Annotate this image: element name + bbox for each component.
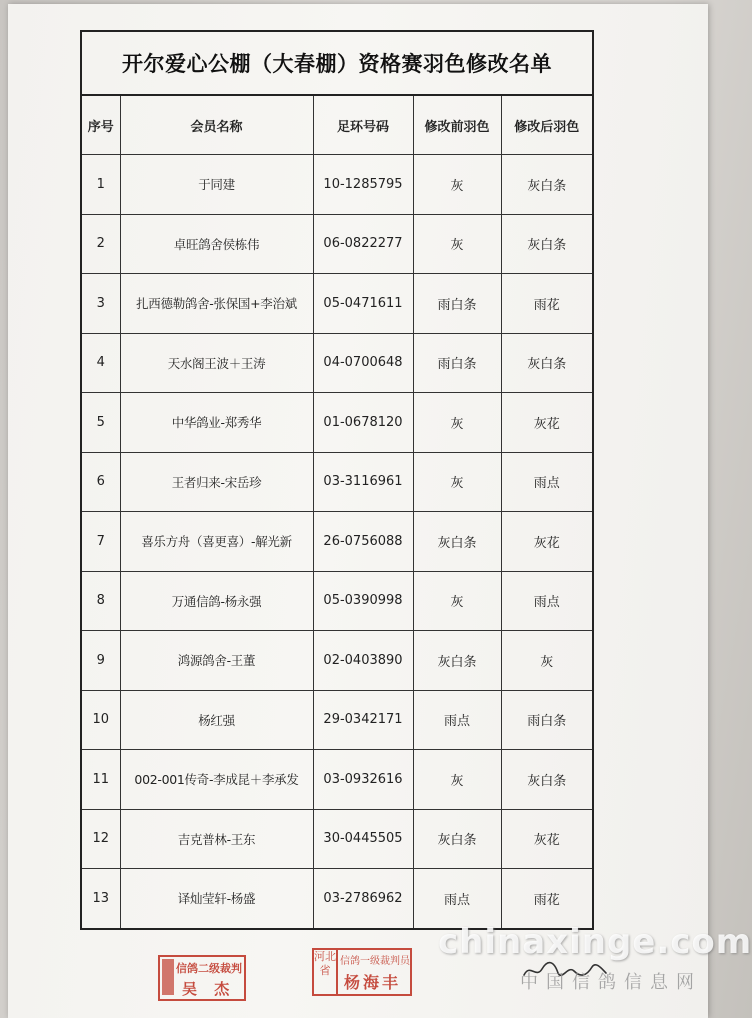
table-row xyxy=(82,452,592,512)
color-after: 雨花 xyxy=(501,869,592,928)
member-name: 扎西德勒鸽舍-张保国+李治斌 xyxy=(120,274,313,334)
table-row xyxy=(82,333,592,393)
ring-number: 04-0700648 xyxy=(313,333,413,393)
color-before: 灰白条 xyxy=(413,809,501,869)
ring-number: 29-0342171 xyxy=(313,690,413,750)
row-index: 11 xyxy=(82,750,120,810)
ring-number: 03-0932616 xyxy=(313,750,413,810)
member-name: 中华鸽业-郑秀华 xyxy=(120,393,313,453)
ring-number: 03-3116961 xyxy=(313,452,413,512)
table-row xyxy=(82,869,592,928)
ring-number: 26-0756088 xyxy=(313,512,413,572)
stamp-side-bar xyxy=(162,959,174,995)
color-before: 雨点 xyxy=(413,869,501,928)
paper-sheet xyxy=(8,4,708,1018)
color-after: 灰花 xyxy=(501,809,592,869)
color-before: 雨白条 xyxy=(413,274,501,334)
color-after: 雨点 xyxy=(501,452,592,512)
row-index: 10 xyxy=(82,690,120,750)
table-row xyxy=(82,512,592,572)
member-name: 天水阁王波＋王涛 xyxy=(120,333,313,393)
ring-number: 05-0390998 xyxy=(313,571,413,631)
ring-number: 10-1285795 xyxy=(313,155,413,215)
color-after: 灰白条 xyxy=(501,750,592,810)
color-before: 灰白条 xyxy=(413,512,501,572)
referee-stamp-level-one xyxy=(312,948,412,996)
member-name: 杨红强 xyxy=(120,690,313,750)
stamp1-title: 信鸽二级裁判 xyxy=(176,962,242,975)
table-row xyxy=(82,393,592,453)
row-index: 2 xyxy=(82,214,120,274)
stamp2-province: 河北省 xyxy=(314,950,338,994)
table-row xyxy=(82,631,592,691)
table-row xyxy=(82,750,592,810)
color-after: 灰花 xyxy=(501,512,592,572)
row-index: 12 xyxy=(82,809,120,869)
ring-number: 05-0471611 xyxy=(313,274,413,334)
member-name: 002-001传奇-李成昆＋李承发 xyxy=(120,750,313,810)
member-name: 卓旺鸽舍侯栋伟 xyxy=(120,214,313,274)
row-index: 9 xyxy=(82,631,120,691)
color-before: 灰 xyxy=(413,452,501,512)
member-name: 译灿莹轩-杨盛 xyxy=(120,869,313,928)
header-color-after: 修改后羽色 xyxy=(501,96,592,155)
row-index: 13 xyxy=(82,869,120,928)
color-before: 雨白条 xyxy=(413,333,501,393)
color-before: 灰 xyxy=(413,571,501,631)
table-row xyxy=(82,214,592,274)
color-before: 灰 xyxy=(413,214,501,274)
form-table-container xyxy=(80,30,594,930)
color-after: 雨点 xyxy=(501,571,592,631)
table-row xyxy=(82,690,592,750)
row-index: 1 xyxy=(82,155,120,215)
header-ring-number: 足环号码 xyxy=(313,96,413,155)
color-before: 灰 xyxy=(413,393,501,453)
color-after: 灰白条 xyxy=(501,155,592,215)
header-member-name: 会员名称 xyxy=(120,96,313,155)
site-watermark: chinaxinge.com xyxy=(438,922,752,962)
stamp1-name: 吴 杰 xyxy=(182,980,236,998)
table-row xyxy=(82,274,592,334)
row-index: 7 xyxy=(82,512,120,572)
table-header-row xyxy=(82,96,592,155)
referee-stamp-level-two xyxy=(158,955,246,1001)
ring-number: 01-0678120 xyxy=(313,393,413,453)
table-body xyxy=(82,155,592,928)
member-name: 王者归来-宋岳珍 xyxy=(120,452,313,512)
row-index: 5 xyxy=(82,393,120,453)
row-index: 4 xyxy=(82,333,120,393)
site-watermark-cn: 中国信鸽信息网 xyxy=(520,972,702,993)
member-name: 喜乐方舟（喜更喜）-解光新 xyxy=(120,512,313,572)
ring-number: 03-2786962 xyxy=(313,869,413,928)
feather-color-table xyxy=(82,96,592,928)
color-after: 灰花 xyxy=(501,393,592,453)
ring-number: 30-0445505 xyxy=(313,809,413,869)
color-after: 灰白条 xyxy=(501,333,592,393)
header-color-before: 修改前羽色 xyxy=(413,96,501,155)
color-after: 雨花 xyxy=(501,274,592,334)
row-index: 8 xyxy=(82,571,120,631)
member-name: 万通信鸽-杨永强 xyxy=(120,571,313,631)
header-index: 序号 xyxy=(82,96,120,155)
color-after: 灰 xyxy=(501,631,592,691)
color-before: 灰白条 xyxy=(413,631,501,691)
row-index: 3 xyxy=(82,274,120,334)
color-after: 灰白条 xyxy=(501,214,592,274)
member-name: 吉克普林-王东 xyxy=(120,809,313,869)
stamp2-name: 杨海丰 xyxy=(344,973,402,992)
document-title: 开尔爱心公棚（大春棚）资格赛羽色修改名单 xyxy=(82,32,592,96)
member-name: 于同建 xyxy=(120,155,313,215)
color-before: 雨点 xyxy=(413,690,501,750)
table-row xyxy=(82,155,592,215)
stamp2-title: 信鸽一级裁判员 xyxy=(340,956,410,967)
table-row xyxy=(82,571,592,631)
color-before: 灰 xyxy=(413,750,501,810)
row-index: 6 xyxy=(82,452,120,512)
ring-number: 02-0403890 xyxy=(313,631,413,691)
ring-number: 06-0822277 xyxy=(313,214,413,274)
member-name: 鸿源鸽舍-王董 xyxy=(120,631,313,691)
table-row xyxy=(82,809,592,869)
color-before: 灰 xyxy=(413,155,501,215)
color-after: 雨白条 xyxy=(501,690,592,750)
